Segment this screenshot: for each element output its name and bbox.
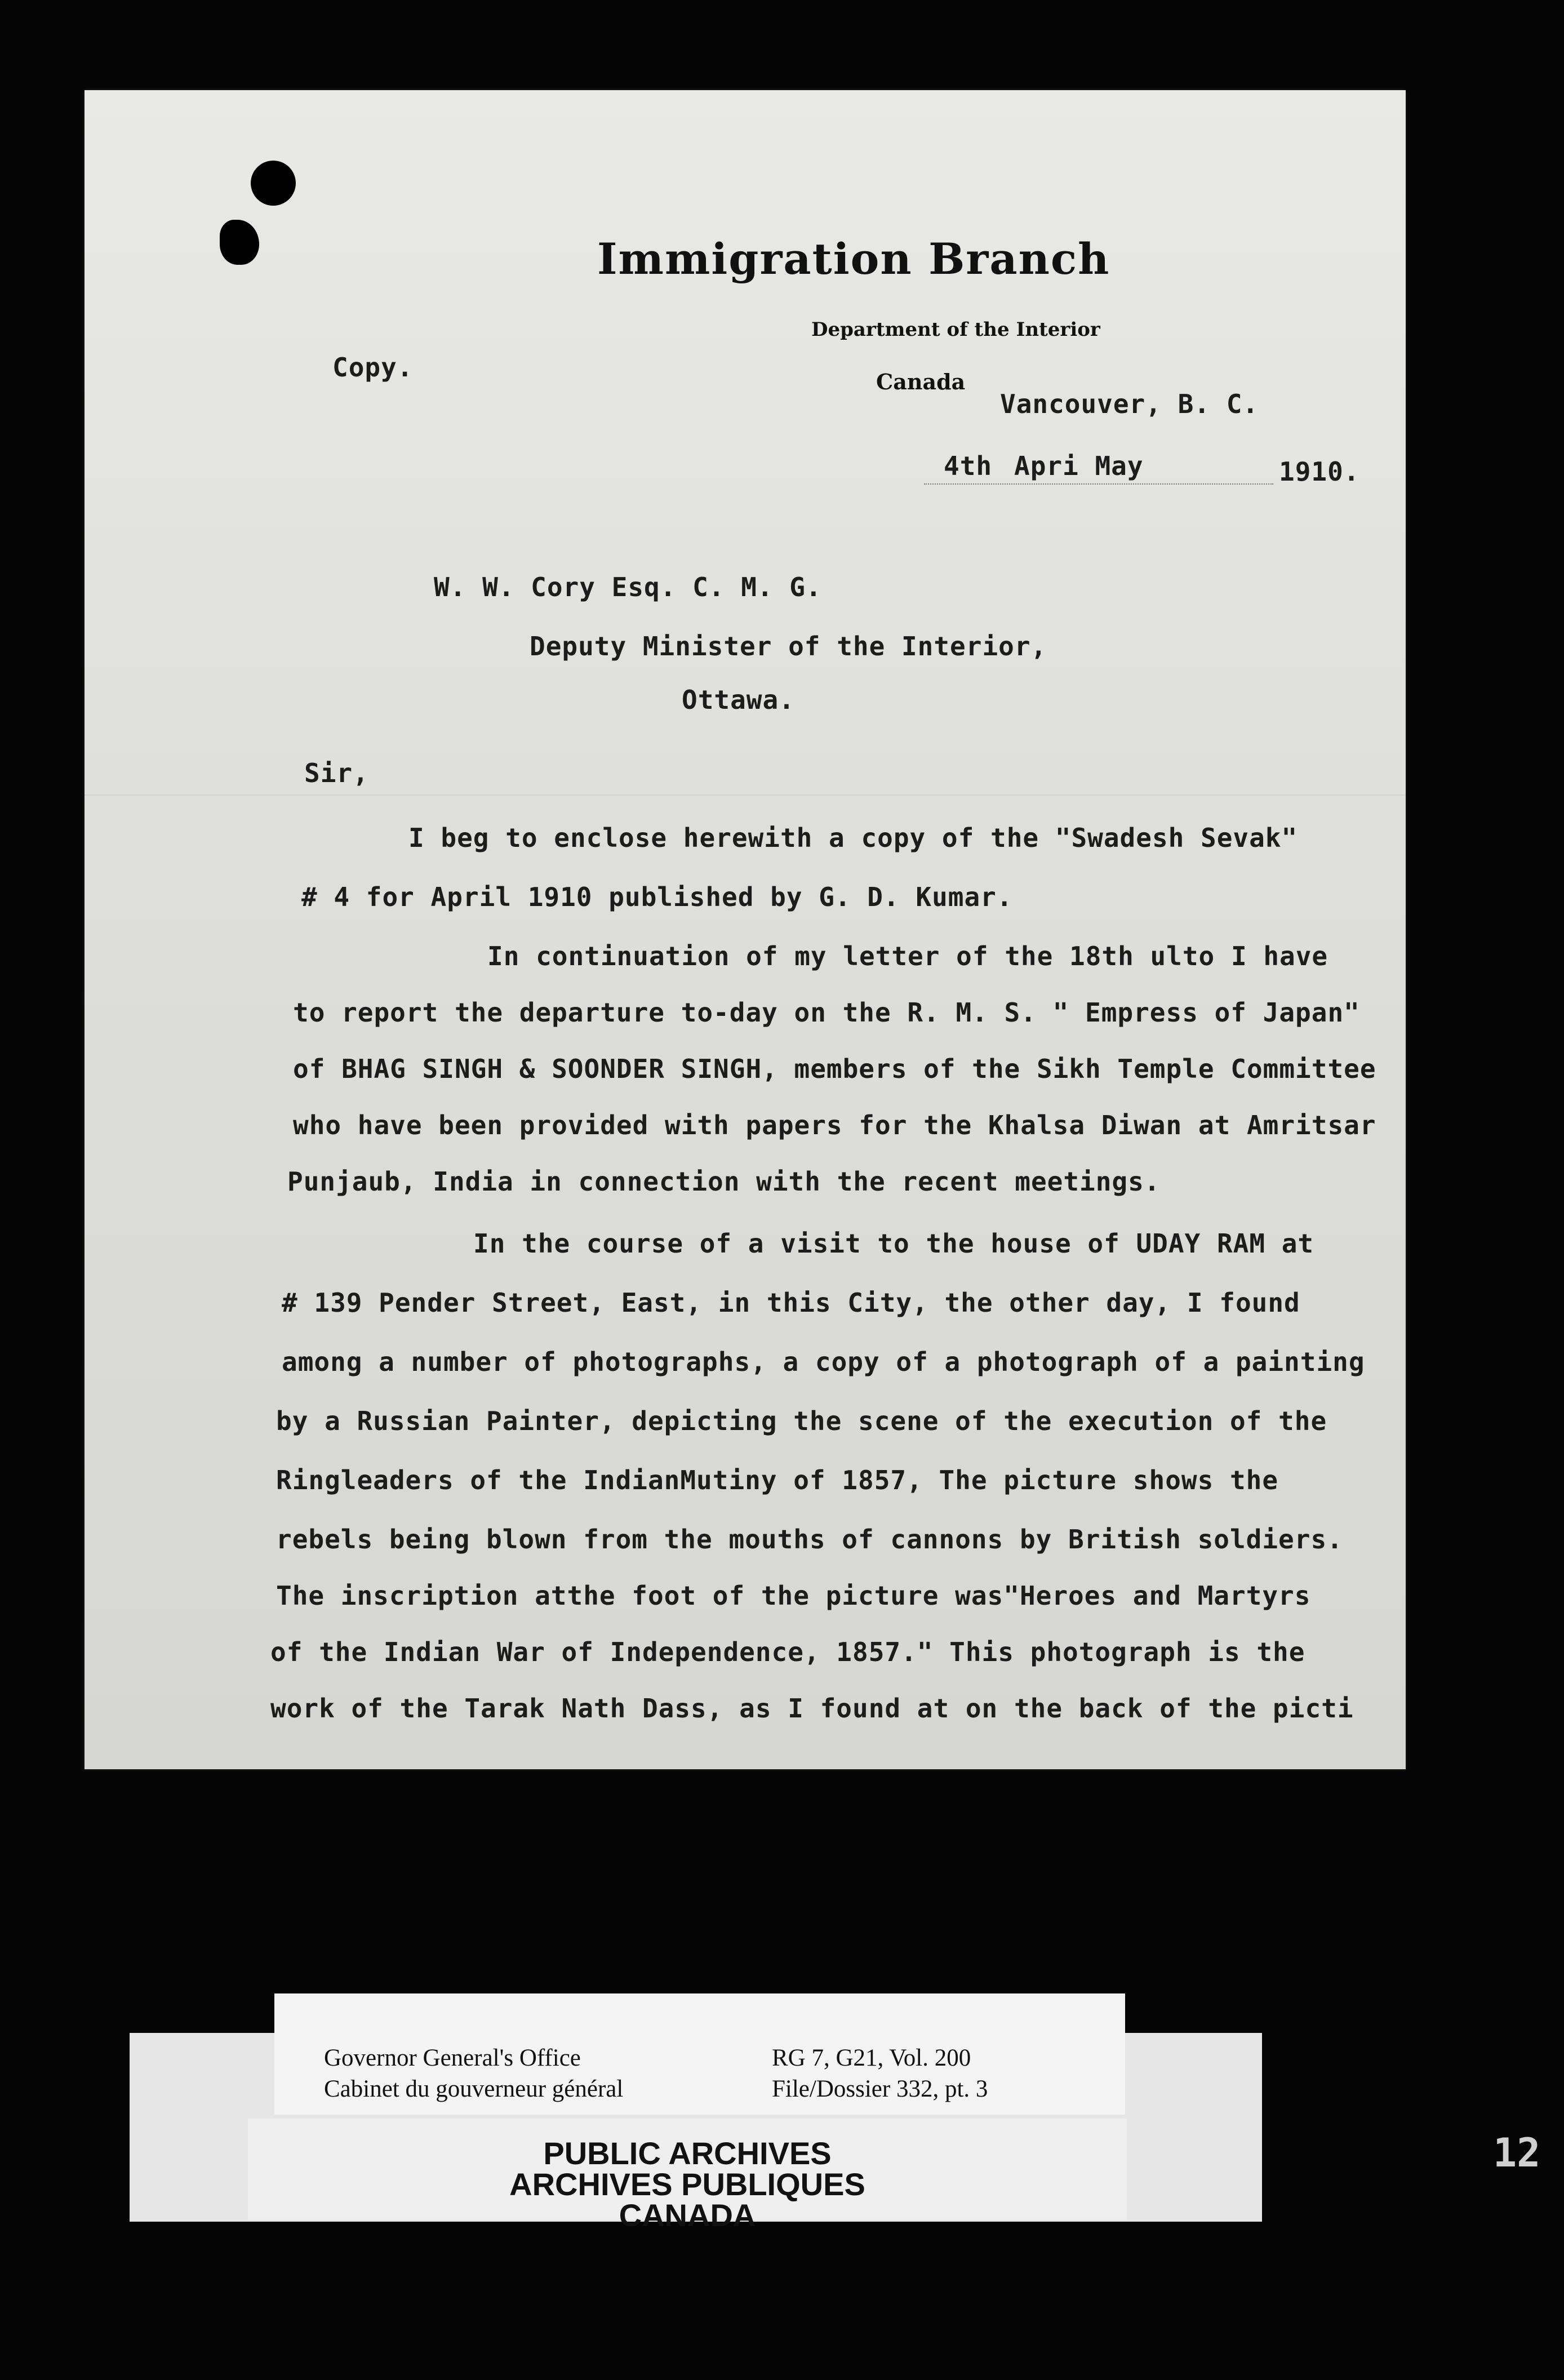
date-day: 4th (944, 451, 993, 481)
body-line: work of the Tarak Nath Dass, as I found at on the back of the picti (270, 1693, 1354, 1724)
place: Vancouver, B. C. (1000, 389, 1259, 419)
archive-office-en: Governor General's Office (324, 2045, 581, 2071)
letterhead-branch: Immigration Branch (597, 234, 1110, 284)
letterhead-country: Canada (876, 369, 966, 394)
body-line: to report the departure to-day on the R. M. S. " Empress of Japan" (293, 997, 1360, 1028)
body-line: I beg to enclose herewith a copy of the "Swadesh Sevak" (408, 823, 1298, 853)
frame-number: 12 (1493, 2130, 1541, 2176)
recipient-title: Deputy Minister of the Interior, (530, 631, 1047, 661)
date-month: Apri May (1014, 451, 1144, 481)
body-line: by a Russian Painter, depicting the scene of the execution of the (276, 1406, 1327, 1436)
date-year: 1910. (1279, 456, 1360, 487)
public-archives-country: CANADA (619, 2197, 756, 2233)
body-line: Punjaub, India in connection with the recent meetings. (287, 1166, 1161, 1197)
body-line: who have been provided with papers for the Khalsa Diwan at Amritsar (293, 1110, 1376, 1140)
date-underline (924, 483, 1273, 485)
body-line: of the Indian War of Independence, 1857." This photograph is the (270, 1637, 1305, 1667)
public-archives-fr: ARCHIVES PUBLIQUES (509, 2166, 865, 2202)
letter-page (85, 90, 1406, 1769)
fold-crease (85, 794, 1406, 796)
punch-hole-top (251, 161, 296, 206)
archive-reference: RG 7, G21, Vol. 200 (772, 2045, 971, 2071)
body-line: among a number of photographs, a copy of a photograph of a painting (282, 1347, 1365, 1377)
copy-label: Copy. (332, 352, 414, 383)
body-line: In continuation of my letter of the 18th ulto I have (487, 941, 1328, 971)
body-line: of BHAG SINGH & SOONDER SINGH, members of the Sikh Temple Committee (293, 1054, 1376, 1084)
archive-file: File/Dossier 332, pt. 3 (772, 2076, 988, 2102)
body-line: Ringleaders of the IndianMutiny of 1857, The picture shows the (276, 1465, 1279, 1495)
archive-office-fr: Cabinet du gouverneur général (324, 2076, 624, 2102)
body-line: # 139 Pender Street, East, in this City, the other day, I found (282, 1287, 1300, 1318)
body-line: # 4 for April 1910 published by G. D. Kumar. (301, 882, 1013, 912)
body-line: In the course of a visit to the house of UDAY RAM at (473, 1228, 1314, 1259)
letterhead-department: Department of the Interior (811, 318, 1100, 341)
body-line: rebels being blown from the mouths of cannons by British soldiers. (276, 1524, 1343, 1555)
recipient-name: W. W. Cory Esq. C. M. G. (434, 572, 822, 602)
recipient-city: Ottawa. (682, 685, 795, 715)
public-archives-en: PUBLIC ARCHIVES (543, 2135, 832, 2171)
salutation: Sir, (304, 758, 369, 788)
body-line: The inscription atthe foot of the picture was"Heroes and Martyrs (276, 1580, 1311, 1611)
